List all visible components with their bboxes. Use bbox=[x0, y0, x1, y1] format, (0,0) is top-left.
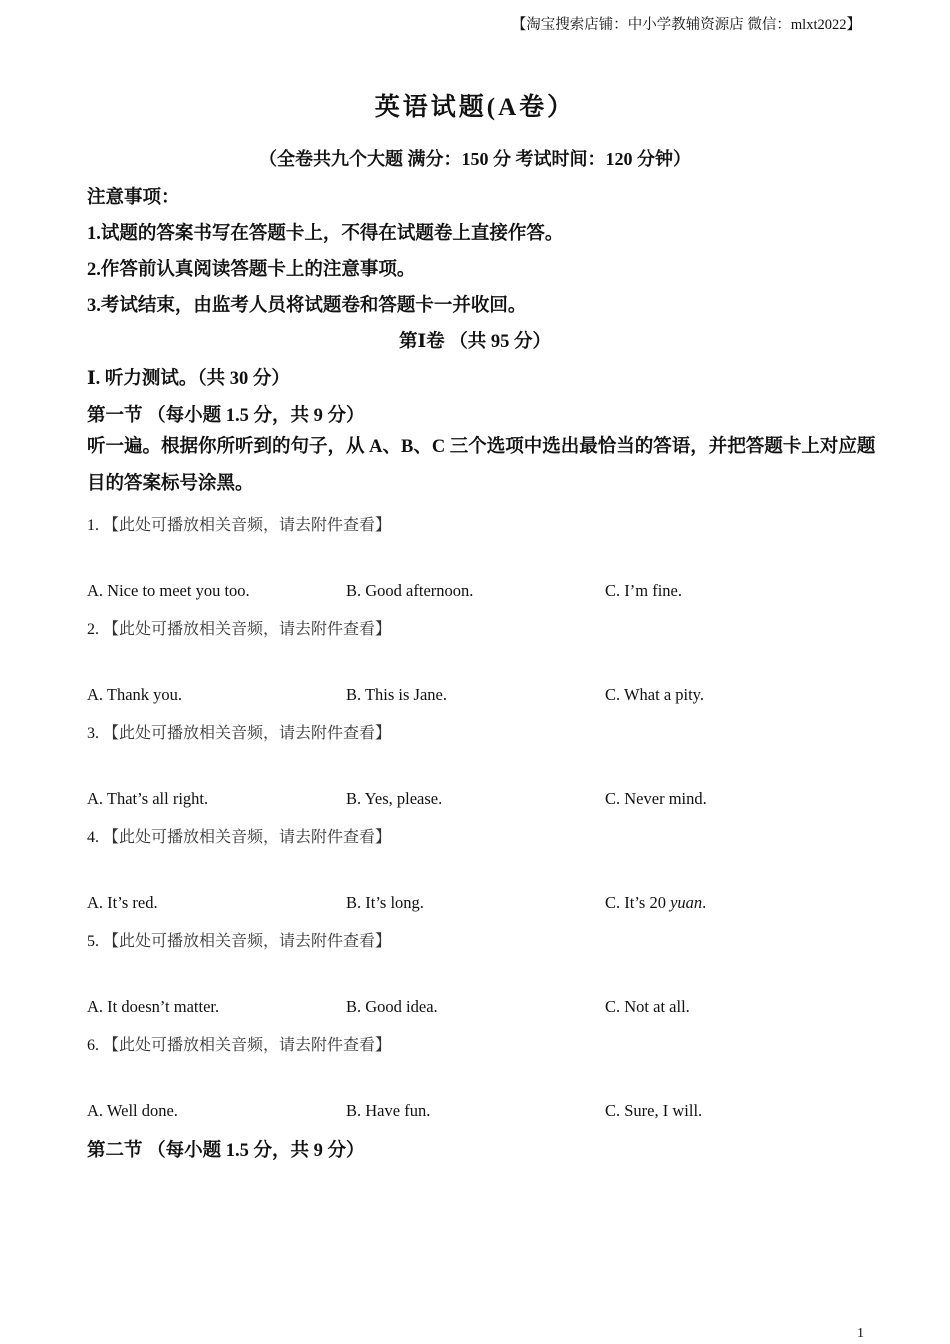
notice-item-3: 3.考试结束，由监考人员将试题卷和答题卡一并收回。 bbox=[87, 296, 527, 316]
section1-instruction: 听一遍。根据你所听到的句子，从 A、B、C 三个选项中选出最恰当的答语，并把答题卡上对应题目的答案标号涂黑。 bbox=[87, 437, 876, 494]
header-note: 【淘宝搜索店铺：中小学教辅资源店 微信：mlxt2022】 bbox=[511, 17, 861, 33]
q5-option-c: C. Not at all. bbox=[605, 997, 690, 1016]
question-6 bbox=[87, 1032, 391, 1055]
page-title: 英语试题(A卷） bbox=[374, 94, 576, 121]
q3-option-b: B. Yes, please. bbox=[346, 789, 443, 808]
q4-option-a: A. It’s red. bbox=[87, 893, 158, 912]
audio-note[interactable]: 【此处可播放相关音频，请去附件查看】 bbox=[103, 725, 392, 742]
audio-note[interactable]: 【此处可播放相关音频，请去附件查看】 bbox=[103, 829, 392, 846]
question-number: 1. bbox=[87, 517, 99, 534]
q2-option-c: C. What a pity. bbox=[605, 685, 704, 704]
q3-option-a: A. That’s all right. bbox=[87, 789, 209, 808]
q4-option-b: B. It’s long. bbox=[346, 893, 424, 912]
part1-heading: Ⅰ. 听力测试。（共 30 分） bbox=[87, 369, 290, 389]
q6-option-b: B. Have fun. bbox=[346, 1101, 431, 1120]
q1-option-a: A. Nice to meet you too. bbox=[87, 581, 250, 600]
page-number: 1 bbox=[857, 1326, 864, 1341]
section1-heading: 第一节 （每小题 1.5 分，共 9 分） bbox=[87, 406, 365, 426]
question-5 bbox=[87, 928, 391, 951]
audio-note[interactable]: 【此处可播放相关音频，请去附件查看】 bbox=[103, 621, 392, 638]
question-4 bbox=[87, 824, 391, 847]
q1-option-b: B. Good afternoon. bbox=[346, 581, 474, 600]
notice-item-1: 1.试题的答案书写在答题卡上，不得在试题卷上直接作答。 bbox=[87, 224, 564, 244]
q4-option-c bbox=[605, 893, 706, 913]
question-2 bbox=[87, 616, 391, 639]
question-number: 6. bbox=[87, 1037, 99, 1054]
q2-option-a: A. Thank you. bbox=[87, 685, 183, 704]
notice-heading: 注意事项： bbox=[87, 188, 180, 208]
question-number: 2. bbox=[87, 621, 99, 638]
q4-option-c-italic: yuan bbox=[670, 893, 703, 912]
notice-item-2: 2.作答前认真阅读答题卡上的注意事项。 bbox=[87, 260, 416, 280]
q5-option-b: B. Good idea. bbox=[346, 997, 438, 1016]
q1-option-c: C. I’m fine. bbox=[605, 581, 682, 600]
question-3 bbox=[87, 720, 391, 743]
q6-option-a: A. Well done. bbox=[87, 1101, 178, 1120]
question-1 bbox=[87, 512, 391, 535]
q2-option-b: B. This is Jane. bbox=[346, 685, 447, 704]
question-number: 5. bbox=[87, 933, 99, 950]
q4-option-c-suffix: . bbox=[702, 893, 707, 912]
q4-option-c-text: C. It’s 20 bbox=[605, 893, 671, 912]
volume-heading: 第Ⅰ卷 （共 95 分） bbox=[398, 332, 552, 352]
q5-option-a: A. It doesn’t matter. bbox=[87, 997, 220, 1016]
exam-info: （全卷共九个大题 满分：150 分 考试时间：120 分钟） bbox=[259, 149, 691, 169]
audio-note[interactable]: 【此处可播放相关音频，请去附件查看】 bbox=[103, 1037, 392, 1054]
section2-heading: 第二节 （每小题 1.5 分，共 9 分） bbox=[87, 1141, 365, 1161]
q3-option-c: C. Never mind. bbox=[605, 789, 707, 808]
q6-option-c: C. Sure, I will. bbox=[605, 1101, 703, 1120]
question-number: 4. bbox=[87, 829, 99, 846]
question-number: 3. bbox=[87, 725, 99, 742]
audio-note[interactable]: 【此处可播放相关音频，请去附件查看】 bbox=[103, 933, 392, 950]
audio-note[interactable]: 【此处可播放相关音频，请去附件查看】 bbox=[103, 517, 392, 534]
